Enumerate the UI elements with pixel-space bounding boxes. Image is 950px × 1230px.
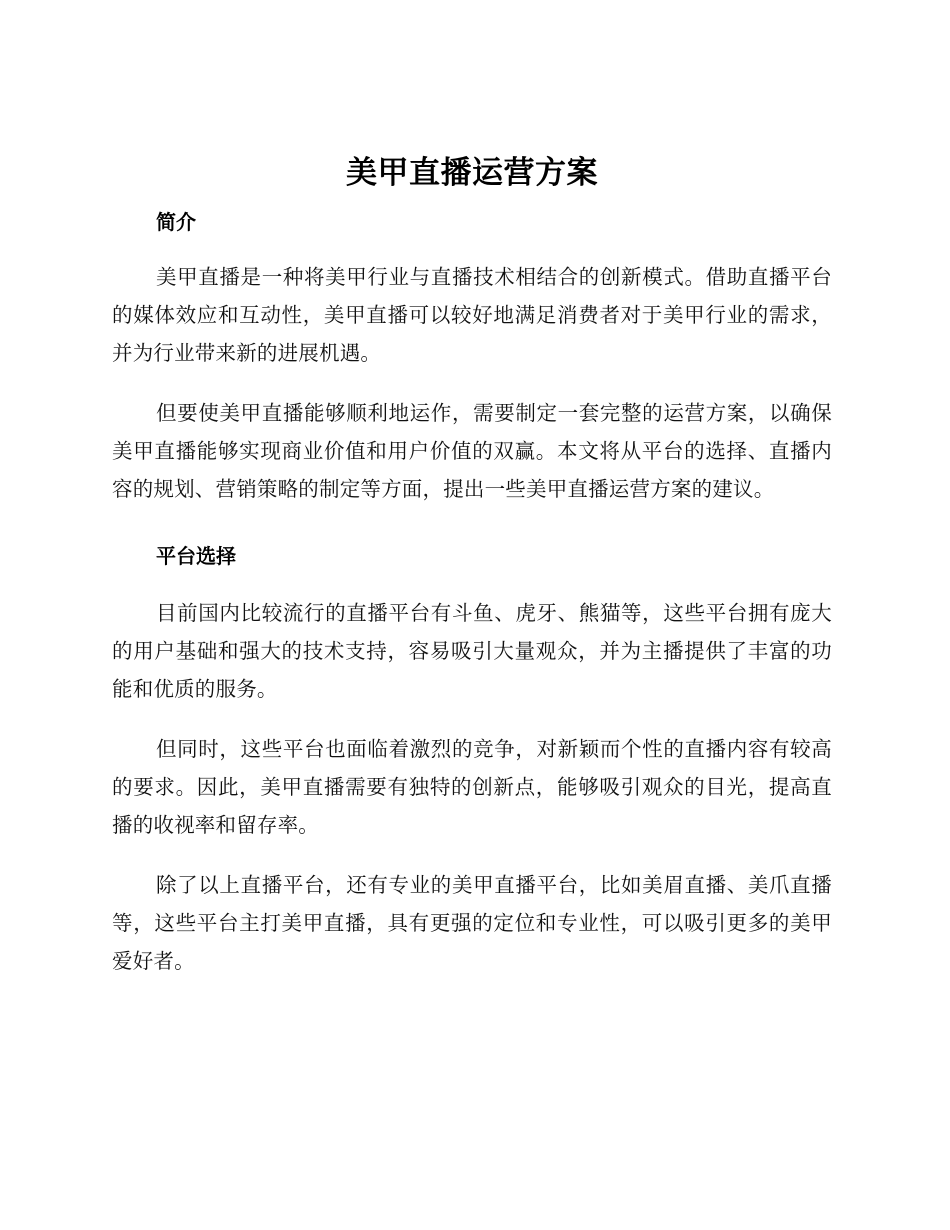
intro-paragraph-1: 美甲直播是一种将美甲行业与直播技术相结合的创新模式。借助直播平台的媒体效应和互动性，美甲直播可以较好地满足消费者对于美甲行业的需求，并为行业带来新的进展机遇。 — [112, 265, 832, 365]
intro-paragraph-2: 但要使美甲直播能够顺利地运作，需要制定一套完整的运营方案，以确保美甲直播能够实现商业价值和用户价值的双赢。本文将从平台的选择、直播内容的规划、营销策略的制定等方面，提出一些美甲直播运营方案的建议。 — [112, 401, 832, 501]
platform-paragraph-1: 目前国内比较流行的直播平台有斗鱼、虎牙、熊猫等，这些平台拥有庞大的用户基础和强大的技术支持，容易吸引大量观众，并为主播提供了丰富的功能和优质的服务。 — [112, 601, 832, 701]
platform-paragraph-2: 但同时，这些平台也面临着激烈的竞争，对新颖而个性的直播内容有较高的要求。因此，美甲直播需要有独特的创新点，能够吸引观众的目光，提高直播的收视率和留存率。 — [112, 737, 832, 837]
document-page — [112, 152, 832, 980]
platform-paragraph-3: 除了以上直播平台，还有专业的美甲直播平台，比如美眉直播、美爪直播等，这些平台主打美甲直播，具有更强的定位和专业性，可以吸引更多的美甲爱好者。 — [112, 873, 832, 973]
section-heading-platform: 平台选择 — [156, 544, 236, 568]
section-heading-intro: 简介 — [156, 210, 196, 234]
document-title: 美甲直播运营方案 — [346, 155, 598, 191]
